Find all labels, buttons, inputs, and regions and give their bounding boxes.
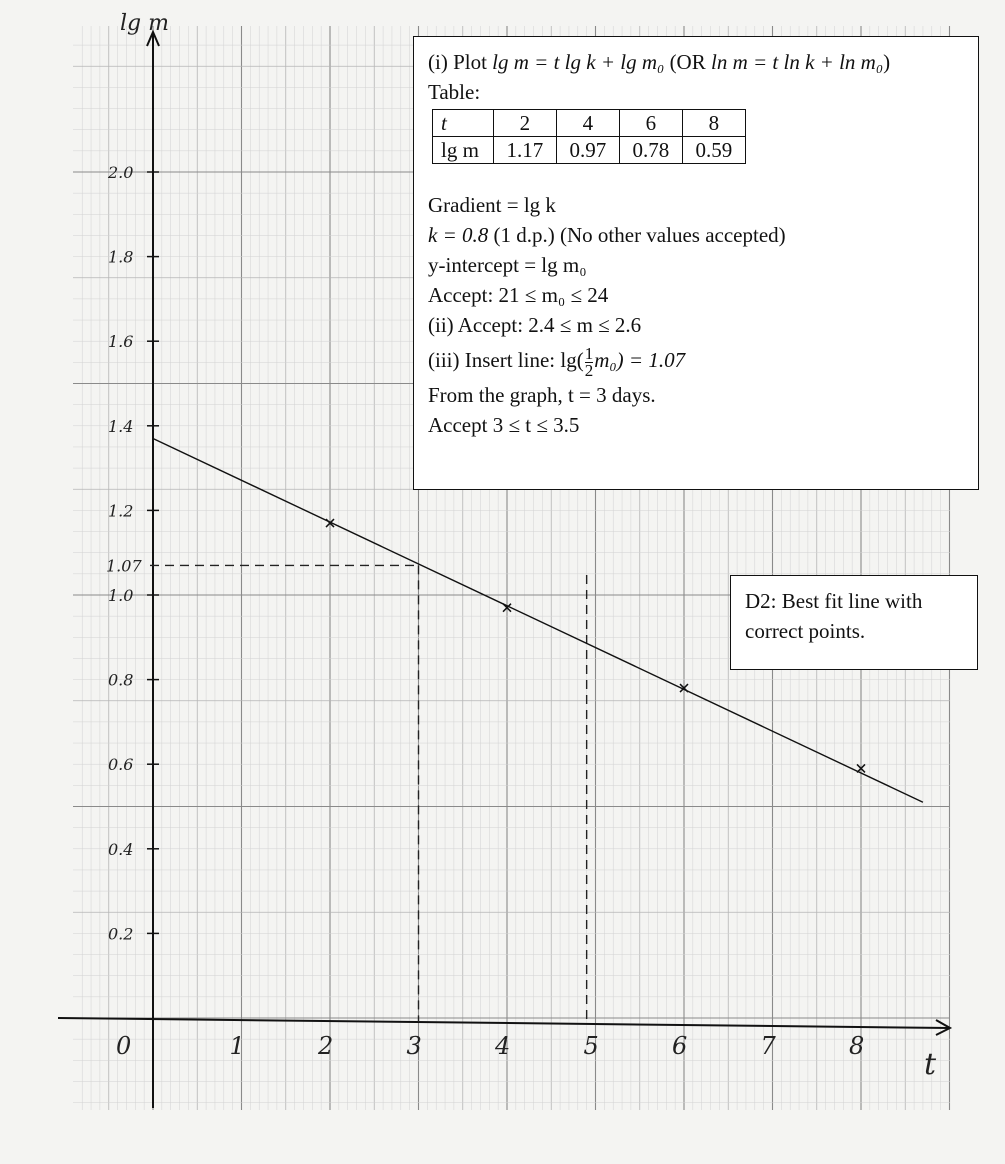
x-tick-label: 5 bbox=[583, 1032, 599, 1060]
x-tick-label: 4 bbox=[495, 1032, 511, 1060]
part-ii-line: (ii) Accept: 2.4 ≤ m ≤ 2.6 bbox=[428, 313, 642, 337]
accept-t-line: Accept 3 ≤ t ≤ 3.5 bbox=[428, 413, 580, 437]
table-label: Table: bbox=[428, 80, 481, 104]
table-t-cell: 2 bbox=[493, 110, 556, 137]
x-tick-label: 1 bbox=[229, 1032, 245, 1060]
values-table bbox=[432, 109, 746, 164]
part-i-alt: (OR bbox=[669, 50, 706, 74]
half-fraction bbox=[584, 343, 594, 380]
table-t-cell: 4 bbox=[556, 110, 619, 137]
x-tick-label: 6 bbox=[672, 1032, 688, 1060]
table-row-t bbox=[433, 110, 746, 137]
y-tick-label: 1.4 bbox=[108, 416, 134, 436]
x-tick-label: 3 bbox=[406, 1032, 422, 1060]
part-i-line bbox=[428, 47, 964, 77]
from-graph-line: From the graph, t = 3 days. bbox=[428, 383, 656, 407]
table-t-header: t bbox=[433, 110, 494, 137]
x-tick-label: 7 bbox=[760, 1032, 776, 1060]
gradient-line: Gradient = lg k bbox=[428, 193, 556, 217]
table-lgm-cell: 0.97 bbox=[556, 137, 619, 164]
part-iii-lead: (iii) Insert line: bbox=[428, 348, 556, 372]
table-row-lgm bbox=[433, 137, 746, 164]
y-tick-label: 0.8 bbox=[108, 670, 134, 690]
k-dp: (1 d.p.) bbox=[493, 223, 555, 247]
part-i-close: ) bbox=[883, 50, 891, 74]
annotation-lines bbox=[106, 556, 587, 1022]
note-line-1: D2: Best fit line with bbox=[745, 589, 923, 613]
answer-box bbox=[413, 36, 979, 490]
part-i-lead: (i) Plot bbox=[428, 50, 487, 74]
x-tick-label: 0 bbox=[116, 1032, 132, 1060]
table-lgm-cell: 0.59 bbox=[682, 137, 745, 164]
table-t-cell: 6 bbox=[619, 110, 682, 137]
k-value: k = 0.8 bbox=[428, 223, 489, 247]
x-axis-title: t bbox=[924, 1047, 937, 1082]
part-i-equation: lg m = t lg k + lg m₀ bbox=[492, 50, 665, 74]
k-note: (No other values accepted) bbox=[560, 223, 786, 247]
k-value-line bbox=[428, 220, 964, 250]
y-tick-label: 0.2 bbox=[108, 924, 134, 944]
y-tick-label: 1.6 bbox=[108, 332, 134, 352]
x-tick-label: 2 bbox=[318, 1032, 334, 1060]
table-t-cell: 8 bbox=[682, 110, 745, 137]
x-tick-label: 8 bbox=[849, 1032, 865, 1060]
y-tick-label: 2.0 bbox=[108, 163, 134, 182]
table-lgm-header: lg m bbox=[433, 137, 494, 164]
table-lgm-cell: 0.78 bbox=[619, 137, 682, 164]
fraction-denominator: 2 bbox=[584, 360, 594, 380]
y-tick-label: 0.4 bbox=[108, 839, 134, 859]
part-iii-line bbox=[428, 340, 964, 380]
guide-line-label: 1.07 bbox=[106, 556, 142, 576]
part-iii-lg: lg( bbox=[560, 348, 584, 372]
note-line-2: correct points. bbox=[745, 619, 866, 643]
part-i-alt-equation: ln m = t ln k + ln m₀ bbox=[710, 50, 884, 74]
x-axis bbox=[58, 1018, 950, 1028]
accept-m0-line: Accept: 21 ≤ m₀ ≤ 24 bbox=[428, 283, 609, 307]
fraction-numerator: 1 bbox=[584, 343, 594, 363]
y-tick-label: 1.8 bbox=[108, 247, 134, 267]
y-tick-label: 1.2 bbox=[108, 501, 134, 521]
y-tick-label: 0.6 bbox=[108, 755, 134, 775]
y-tick-label: 1.0 bbox=[108, 586, 134, 605]
part-iii-rest: m₀) = 1.07 bbox=[594, 348, 686, 372]
table-lgm-cell: 1.17 bbox=[493, 137, 556, 164]
y-axis-title: lg m bbox=[120, 11, 169, 36]
marking-note-box bbox=[730, 575, 978, 670]
intercept-line: y-intercept = lg m₀ bbox=[428, 253, 587, 277]
